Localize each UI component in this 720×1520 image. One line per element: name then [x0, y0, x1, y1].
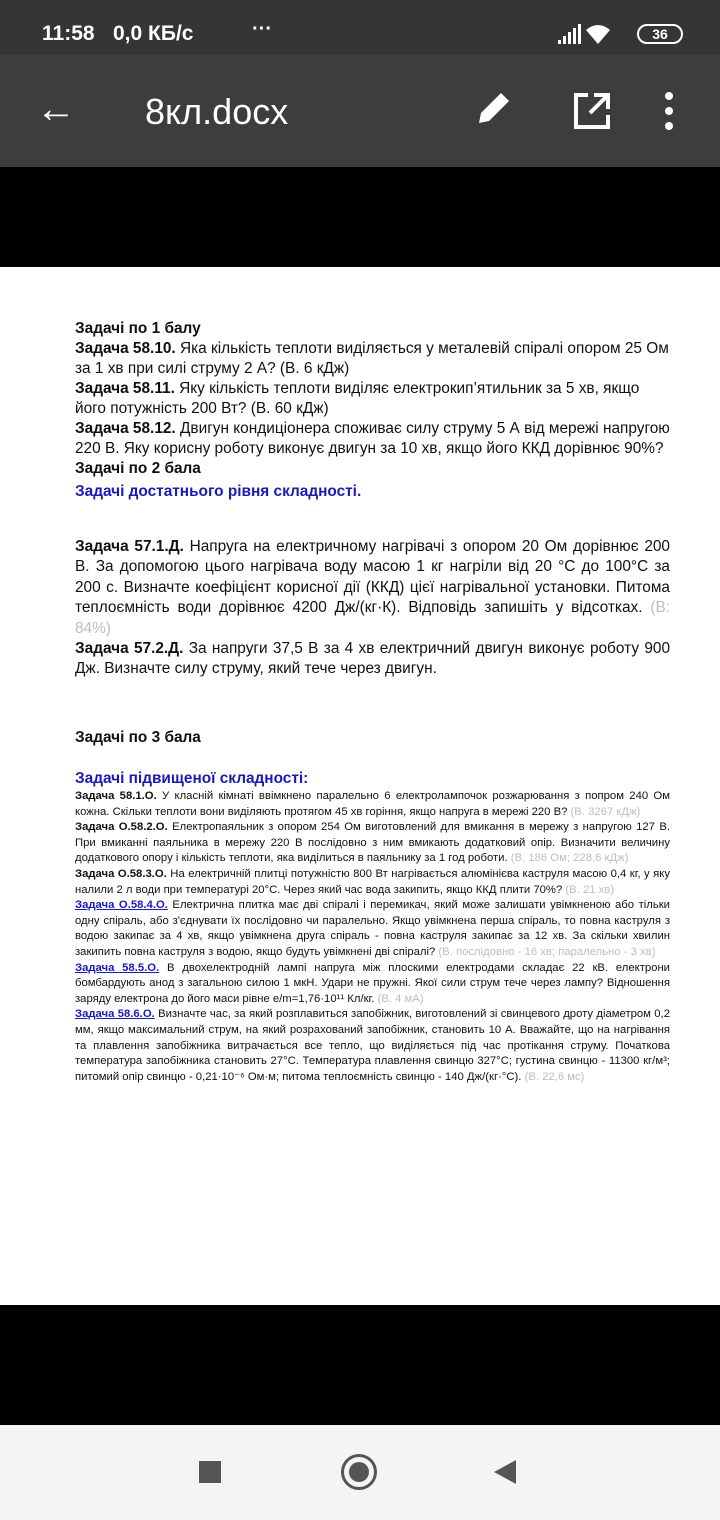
task-58-1: Задача 58.1.О. У класній кімнаті ввімкнено паралельно 6 електролампочок розжарювання з попром 240 Ом кожна. Скільки теплоти вони виділяють протягом 45 хв горіння, якщо напруга в мережі 220 В? (В. 3267 кДж) — [75, 790, 670, 818]
back-arrow-icon[interactable]: ← — [36, 87, 76, 131]
battery-icon: 36 — [637, 24, 683, 44]
heading-3-points: Задачі по 3 бала — [75, 729, 201, 746]
task-58-6: Задача 58.6.О. Визначте час, за який розплавиться запобіжник, виготовлений зі свинцевого дроту діаметром 0,2 мм, якщо максимальний струм, на який розрахований запобіжник, становить 10 А. Вважайте, що на нагрівання та плавлення запобіжника витрачається все тепло, що виділяється під час протікання струму. Початкова температура запобіжника становить 27°С. Температура плавлення свинцю 327°С; густина свинцю - 11300 кг/м³; питомий опір свинцю - 0,21·10⁻⁶ Ом·м; питома теплоємність свинцю - 140 Дж/(кг·°С). (В. 22,6 мс) — [75, 1008, 670, 1083]
document-title: 8кл.docx — [145, 91, 289, 132]
task-58-6-link[interactable]: Задача 58.6.О. — [75, 1008, 155, 1021]
advanced-level-heading: Задачі підвищеної складності: — [75, 770, 309, 787]
back-triangle-icon[interactable] — [494, 1460, 516, 1484]
home-circle-icon[interactable] — [341, 1454, 377, 1490]
navigation-bar — [0, 1425, 720, 1520]
open-external-icon[interactable] — [572, 91, 612, 136]
more-vert-icon[interactable] — [663, 91, 675, 136]
task-58-2: Задача О.58.2.О. Електропаяльник з опором 254 Ом виготовлений для вмикання в мережу з напругою 127 В. При вмиканні паяльника в мережу 220 В послідовно з ним вмикають додатковий опір. Визначити величину додаткового опору і кількість теплоти, яка виділиться в паяльнику за 1 год роботи. (В. 186 Ом; 228,6 кДж) — [75, 821, 670, 865]
edit-pencil-icon[interactable] — [475, 87, 515, 132]
task-58-10: Задача 58.10. Яка кількість теплоти виділяється у металевій спіралі опором 25 Ом за 1 хв при силі струму 2 А? (В. 6 кДж) — [75, 340, 669, 377]
task-58-12: Задача 58.12. Двигун кондиціонера споживає силу струму 5 А від мережі напругою 220 В. Яку корисну роботу виконує двигун за 10 хв, якщо його ККД дорівнює 90%? — [75, 420, 670, 457]
network-speed: 0,0 КБ/с — [113, 22, 194, 45]
task-58-5-link[interactable]: Задача 58.5.О. — [75, 961, 160, 974]
app-bar — [0, 55, 720, 167]
task-57-2: Задача 57.2.Д. За напруги 37,5 В за 4 хв електричний двигун виконує роботу 900 Дж. Визначте силу струму, який тече через двигун. — [75, 640, 671, 678]
clock: 11:58 — [42, 22, 95, 45]
heading-2-points: Задачі по 2 бала — [75, 460, 201, 477]
document-page — [0, 267, 720, 1305]
recents-square-icon[interactable] — [199, 1461, 221, 1483]
sufficient-level-heading: Задачі достатнього рівня складності. — [75, 483, 362, 500]
task-58-11: Задача 58.11. Яку кількість теплоти виділяє електрокип’ятильник за 5 хв, якщо його потужність 200 Вт? (В. 60 кДж) — [75, 380, 640, 417]
section-1 — [75, 319, 670, 502]
signal-wifi-icon — [558, 24, 628, 52]
heading-1-point: Задачі по 1 балу — [75, 320, 201, 337]
status-bar — [0, 0, 720, 55]
section-2 — [75, 537, 670, 680]
task-58-5: Задача 58.5.О. В двохелектродній лампі напруга між плоскими електродами складає 22 кВ. електрони бомбардують анод з загальною силою 1 мкН. Удари не пружні. Якої сили струм тече через лампу? Відношення заряду електрона до його маси рівне e/m=1,76·10¹¹ Кл/кг. (В. 4 мА) — [75, 961, 670, 1005]
task-58-4-link[interactable]: Задача О.58.4.О. — [75, 899, 168, 912]
task-57-1: Задача 57.1.Д. Напруга на електричному нагрівачі з опором 20 Ом дорівнює 200 В. За допомогою цього нагрівача воду масою 1 кг нагріли від 20 °С до 100°С за 200 с. Визначте коефіцієнт корисної дії (ККД) цієї нагрівальної установки. Питома теплоємність води дорівнює 4200 Дж/(кг·К). Відповідь запишіть у відсотках. (В: 84%) — [75, 538, 670, 637]
task-58-3: Задача О.58.3.О. На електричній плитці потужністю 800 Вт нагрівається алюмінієва каструля масою 0,4 кг, у яку налили 2 л води при температурі 20°С. Через який час вода закипить, якщо ККД плити 70%? (В. 21 хв) — [75, 867, 670, 896]
task-58-4: Задача О.58.4.О. Електрична плитка має дві спіралі і перемикач, який може залишати увімкненою або тільки одну спіраль, або з'єднувати їх послідовно чи паралельно. Якщо увімкнена перша спіраль, то повна каструля з водою закипає за 4 хв, якщо увімкнена друга спіраль - повна каструля закипає за 12 хв. За скільки хвилин закипить повна каструля з водою, якщо будуть увімкнені дві спіралі? (В. послідовно - 16 хв; паралельно - 3 хв) — [75, 899, 670, 958]
more-notifications-icon: ··· — [252, 18, 272, 40]
section-3 — [75, 789, 670, 1085]
